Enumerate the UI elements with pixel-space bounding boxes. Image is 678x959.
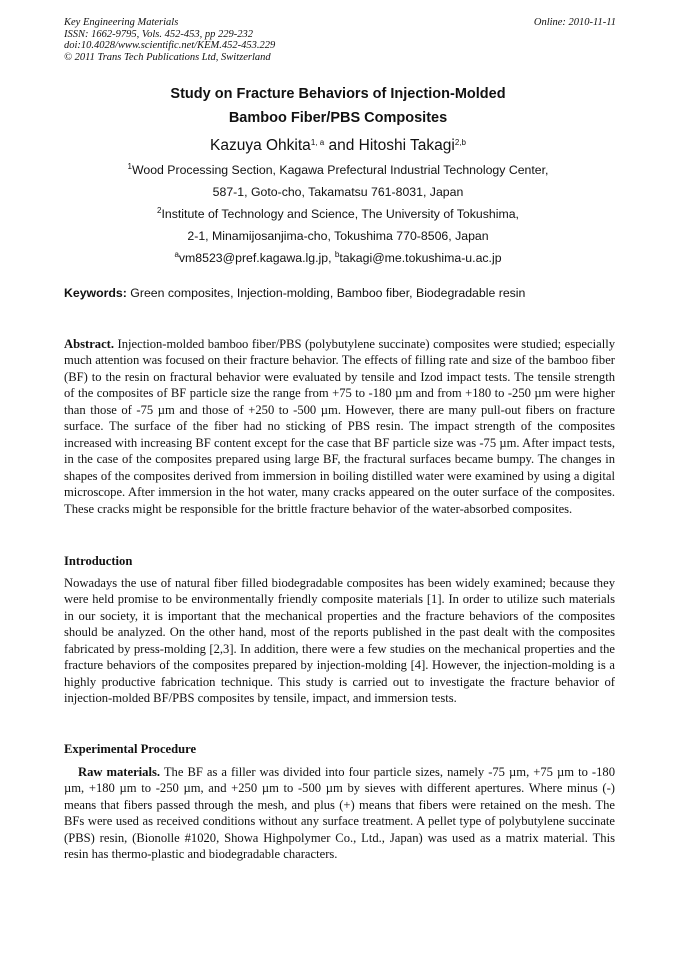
abstract xyxy=(64,336,615,517)
abstract-label: Abstract. xyxy=(64,337,115,351)
issn-line: ISSN: 1662-9795, Vols. 452-453, pp 229-232 xyxy=(64,28,253,40)
author-list xyxy=(64,137,612,155)
paper-title xyxy=(64,82,612,130)
online-date: Online: 2010-11-11 xyxy=(533,17,616,28)
doi-line: doi:10.4028/www.scientific.net/KEM.452-453.229 xyxy=(64,40,276,51)
introduction-text: Nowadays the use of natural fiber filled biodegradable composites has been widely examined; because they were held promise to be environmentally friendly composite materials [1]. In order to utilize such materials in our society, it is important that the mechanical properties and the fracture behaviors of the composites should be analyzed. On the other hand, most of the reports published in the past dealt with the composites fabricated by press-molding [2,3]. In addition, there were a few studies on the mechanical properties and the fracture behaviors of the composites prepared by injection-molding [4]. However, the injection-molding is a highly productive fabrication technique. This study is carried out to investigate the fracture behavior of injection-molded BF/PBS composites by tensile, impact, and immersion tests. xyxy=(64,576,615,706)
author-1-sup: 1, a xyxy=(310,138,325,147)
journal-header xyxy=(64,17,616,63)
email-a-sup: a xyxy=(174,250,179,259)
abstract-text: Injection-molded bamboo fiber/PBS (polybutylene succinate) composites were studied; especially much attention was focused on their fracture behavior. The effects of filling rate and size of the bamboo fiber (BF) to the resin on fractural behavior were evaluated by tensile and Izod impact tests. The tensile strength of the composites of BF particle size the range from +75 to -180 µm and from +180 to -250 µm were higher than those of -75 µm and those of +250 to -500 µm. However, there are many pull-out fibers on fracture surface. The surface of the fiber had no sticking of PBS resin. The impact strength of the composites increased with increasing BF content except for the case that BF particle size was -75 µm. After impact tests, in the case of the composites prepared using large BF, the fractural surfaces became bumpy. The changes in shapes of the composites derived from immersion in boiling distilled water were examined by using a digital microscope. After immersion in the hot water, many cracks appeared on the outer surface of the composites. These cracks might be responsible for the brittle fracture behavior of the water-absorbed composites. xyxy=(64,337,615,516)
raw-materials-paragraph xyxy=(64,764,615,863)
email-a[interactable]: vm8523@pref.kagawa.lg.jp, xyxy=(178,251,335,265)
affiliation-2-text: Institute of Technology and Science, The University of Tokushima, xyxy=(161,207,519,221)
affiliation-1-text: Wood Processing Section, Kagawa Prefectural Industrial Technology Center, xyxy=(131,163,549,177)
affiliation-2-line-1 xyxy=(64,207,612,222)
author-conjunction: and xyxy=(324,137,359,154)
author-2: Hitoshi Takagi xyxy=(358,137,455,154)
title-line-2: Bamboo Fiber/PBS Composites xyxy=(228,110,448,126)
raw-materials-label: Raw materials. xyxy=(78,765,161,779)
email-b[interactable]: takagi@me.tokushima-u.ac.jp xyxy=(339,251,502,265)
author-2-sup: 2,b xyxy=(454,138,466,147)
email-line xyxy=(64,251,612,266)
affiliation-2-sup: 2 xyxy=(157,206,162,215)
keywords-label: Keywords: xyxy=(64,286,127,300)
title-line-1: Study on Fracture Behaviors of Injection-Molded xyxy=(170,86,506,102)
raw-materials-text: The BF as a filler was divided into four particle sizes, namely -75 µm, +75 µm to -180 µm, +180 µm to -250 µm, and +250 µm to -500 µm by sieves with different apertures. Where minus (-) means that fibers passed through the mesh, and plus (+) means that fibers were retained on the mesh. The BFs were used as received conditions without any surface treatment. A pellet type of polybutylene succinate (PBS) resin, (Bionolle #1020, Showa Highpolymer Co., Ltd., Japan) was used as a matrix material. This resin has thermo-plastic and biodegradable characters. xyxy=(64,765,615,862)
author-1: Kazuya Ohkita xyxy=(210,137,311,154)
experimental-heading: Experimental Procedure xyxy=(64,742,197,756)
keywords xyxy=(64,286,616,300)
copyright-line: © 2011 Trans Tech Publications Ltd, Switzerland xyxy=(64,51,271,63)
affiliation-2-line-2: 2-1, Minamijosanjima-cho, Tokushima 770-8506, Japan xyxy=(187,229,489,243)
affiliation-1-line-2: 587-1, Goto-cho, Takamatsu 761-8031, Japan xyxy=(212,185,464,199)
email-b-sup: b xyxy=(334,250,340,259)
affiliation-1-line-1 xyxy=(64,163,612,178)
journal-name: Key Engineering Materials xyxy=(64,17,179,28)
introduction-heading: Introduction xyxy=(64,554,133,568)
affiliation-1-sup: 1 xyxy=(127,162,132,171)
keywords-text: Green composites, Injection-molding, Bamboo fiber, Biodegradable resin xyxy=(126,286,526,300)
